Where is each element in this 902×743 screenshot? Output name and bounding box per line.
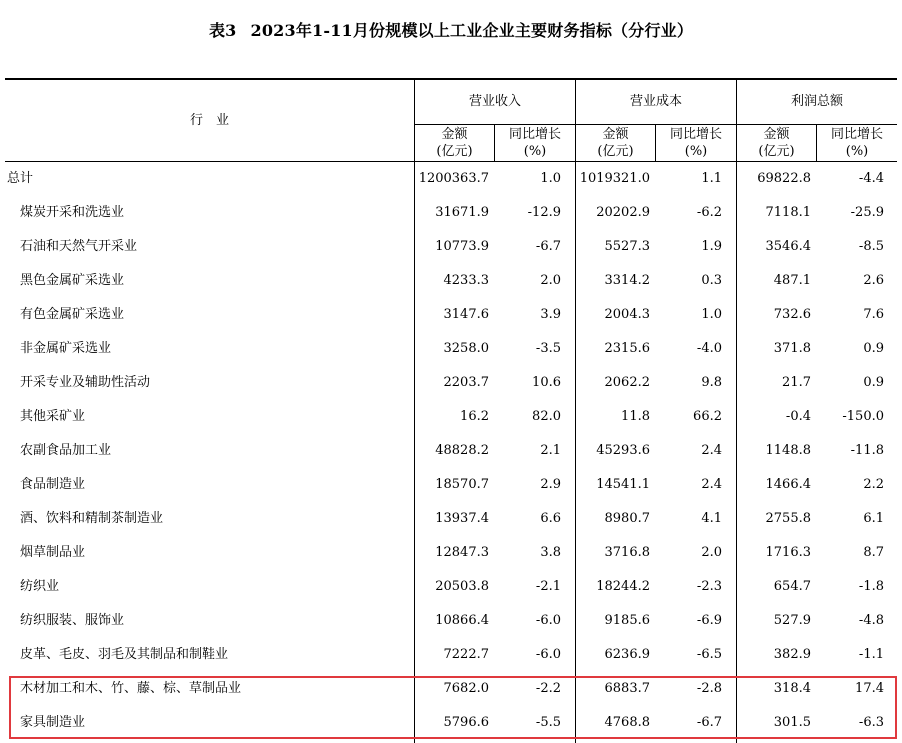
value-cell: 2004.3 [604, 307, 650, 322]
table-row [5, 502, 897, 536]
industry-name: 有色金属矿采选业 [20, 307, 125, 322]
cost-header: 营业成本 [629, 94, 682, 109]
table-row [5, 570, 897, 604]
value-cell: 14541.1 [596, 477, 650, 492]
value-cell: 13937.4 [435, 511, 489, 526]
industry-name: 非金属矿采选业 [20, 341, 112, 356]
value-cell: 1200363.7 [418, 171, 489, 186]
value-cell: 9185.6 [604, 613, 650, 628]
industry-name: 纺织服装、服饰业 [20, 613, 125, 628]
value-cell: -1.8 [858, 579, 884, 594]
table-row [5, 434, 897, 468]
value-cell: -150.0 [842, 409, 884, 424]
table-number: 表3 [208, 21, 237, 40]
value-cell: 0.9 [863, 341, 884, 356]
profit-header: 利润总额 [790, 94, 843, 109]
value-cell: -5.5 [535, 715, 561, 730]
value-cell: 20503.8 [435, 579, 489, 594]
industry-name: 石油和天然气开采业 [20, 239, 138, 254]
value-cell: -2.3 [696, 579, 722, 594]
value-cell: -11.8 [850, 443, 884, 458]
industry-name: 煤炭开采和洗选业 [20, 205, 125, 220]
table-row [5, 536, 897, 570]
value-cell: 20202.9 [596, 205, 650, 220]
value-cell: 732.6 [773, 307, 811, 322]
value-cell: 6236.9 [604, 647, 650, 662]
value-cell: 3.9 [540, 307, 561, 322]
industry-name: 家具制造业 [20, 715, 86, 730]
industry-name: 黑色金属矿采选业 [20, 273, 125, 288]
table-row [5, 298, 897, 332]
profit-amount-header: 金额 (亿元) [758, 127, 795, 159]
value-cell: 3546.4 [765, 239, 811, 254]
value-cell: 4768.8 [604, 715, 650, 730]
value-cell: 7118.1 [765, 205, 811, 220]
value-cell: -25.9 [850, 205, 884, 220]
value-cell: 10.6 [532, 375, 561, 390]
value-cell: 1.1 [701, 171, 722, 186]
value-cell: -6.2 [696, 205, 722, 220]
table-row [5, 332, 897, 366]
table-row [5, 196, 897, 230]
value-cell: 6.1 [863, 511, 884, 526]
value-cell: 4233.3 [443, 273, 489, 288]
value-cell: 66.2 [693, 409, 722, 424]
value-cell: 2.4 [701, 477, 722, 492]
value-cell: 31671.9 [435, 205, 489, 220]
value-cell: 3147.6 [443, 307, 489, 322]
industry-header: 行 业 [189, 113, 229, 128]
table-top-rule [5, 78, 897, 80]
value-cell: 8.7 [863, 545, 884, 560]
value-cell: 2755.8 [765, 511, 811, 526]
value-cell: 12847.3 [435, 545, 489, 560]
value-cell: 7222.7 [443, 647, 489, 662]
value-cell: 1716.3 [765, 545, 811, 560]
value-cell: 382.9 [773, 647, 811, 662]
value-cell: -12.9 [527, 205, 561, 220]
table-title-text: 2023年1-11月份规模以上工业企业主要财务指标（分行业） [250, 21, 694, 40]
industry-name: 木材加工和木、竹、藤、棕、草制品业 [20, 681, 242, 696]
industry-name: 纺织业 [20, 579, 60, 594]
value-cell: 0.9 [863, 375, 884, 390]
value-cell: 3.8 [540, 545, 561, 560]
value-cell: 16.2 [460, 409, 489, 424]
value-cell: 5527.3 [604, 239, 650, 254]
value-cell: 18244.2 [596, 579, 650, 594]
value-cell: 3716.8 [604, 545, 650, 560]
table-row [5, 230, 897, 264]
value-cell: 82.0 [532, 409, 561, 424]
value-cell: 2.2 [863, 477, 884, 492]
value-cell: 8980.7 [604, 511, 650, 526]
table-row [5, 162, 897, 196]
industry-name: 总计 [7, 171, 34, 186]
value-cell: 2062.2 [604, 375, 650, 390]
value-cell: 45293.6 [596, 443, 650, 458]
value-cell: -6.9 [696, 613, 722, 628]
cost-growth-header: 同比增长 (%) [669, 127, 722, 159]
table-row [5, 366, 897, 400]
value-cell: 48828.2 [435, 443, 489, 458]
table-row [5, 264, 897, 298]
value-cell: 2203.7 [443, 375, 489, 390]
value-cell: 527.9 [773, 613, 811, 628]
value-cell: -4.0 [696, 341, 722, 356]
industry-name: 食品制造业 [20, 477, 86, 492]
value-cell: -6.7 [696, 715, 722, 730]
industry-name: 开采专业及辅助性活动 [20, 375, 151, 390]
industry-name: 农副食品加工业 [20, 443, 112, 458]
value-cell: -6.5 [696, 647, 722, 662]
value-cell: 4.1 [701, 511, 722, 526]
value-cell: 6883.7 [604, 681, 650, 696]
value-cell: 2.0 [540, 273, 561, 288]
value-cell: 18570.7 [435, 477, 489, 492]
industry-name: 其他采矿业 [20, 409, 86, 424]
highlight-box [9, 676, 897, 739]
industry-name: 烟草制品业 [20, 545, 86, 560]
table-row [5, 638, 897, 672]
industry-name: 酒、饮料和精制茶制造业 [20, 511, 164, 526]
table-title [0, 18, 902, 41]
value-cell: 21.7 [782, 375, 811, 390]
value-cell: -6.3 [858, 715, 884, 730]
value-cell: -3.5 [535, 341, 561, 356]
revenue-header: 营业收入 [468, 94, 521, 109]
value-cell: 9.8 [701, 375, 722, 390]
value-cell: 69822.8 [757, 171, 811, 186]
value-cell: -2.2 [535, 681, 561, 696]
value-cell: 301.5 [773, 715, 811, 730]
value-cell: -6.7 [535, 239, 561, 254]
value-cell: 1466.4 [765, 477, 811, 492]
profit-growth-header: 同比增长 (%) [830, 127, 883, 159]
value-cell: -4.4 [858, 171, 884, 186]
value-cell: 10773.9 [435, 239, 489, 254]
table-row [5, 468, 897, 502]
value-cell: 11.8 [621, 409, 650, 424]
value-cell: 654.7 [773, 579, 811, 594]
table-row [5, 400, 897, 434]
value-cell: 7682.0 [443, 681, 489, 696]
table-row [5, 604, 897, 638]
value-cell: 5796.6 [443, 715, 489, 730]
industry-name: 皮革、毛皮、羽毛及其制品和制鞋业 [20, 647, 229, 662]
value-cell: 3258.0 [443, 341, 489, 356]
value-cell: 2.0 [701, 545, 722, 560]
value-cell: 1.0 [540, 171, 561, 186]
value-cell: -8.5 [858, 239, 884, 254]
value-cell: -0.4 [785, 409, 811, 424]
cost-amount-header: 金额 (亿元) [597, 127, 634, 159]
value-cell: 318.4 [773, 681, 811, 696]
value-cell: 0.3 [701, 273, 722, 288]
value-cell: 2315.6 [604, 341, 650, 356]
value-cell: -1.1 [858, 647, 884, 662]
value-cell: 2.9 [540, 477, 561, 492]
revenue-amount-header: 金额 (亿元) [436, 127, 473, 159]
value-cell: 17.4 [855, 681, 884, 696]
value-cell: 371.8 [773, 341, 811, 356]
value-cell: 1019321.0 [579, 171, 650, 186]
value-cell: 1.9 [701, 239, 722, 254]
value-cell: -4.8 [858, 613, 884, 628]
value-cell: -6.0 [535, 647, 561, 662]
revenue-growth-header: 同比增长 (%) [508, 127, 561, 159]
value-cell: 10866.4 [435, 613, 489, 628]
value-cell: 1.0 [701, 307, 722, 322]
value-cell: 1148.8 [765, 443, 811, 458]
value-cell: -2.8 [696, 681, 722, 696]
value-cell: 7.6 [863, 307, 884, 322]
value-cell: 2.1 [540, 443, 561, 458]
value-cell: 6.6 [540, 511, 561, 526]
value-cell: 2.4 [701, 443, 722, 458]
group-header-underline [414, 124, 897, 125]
value-cell: 2.6 [863, 273, 884, 288]
value-cell: 487.1 [773, 273, 811, 288]
value-cell: -2.1 [535, 579, 561, 594]
value-cell: 3314.2 [604, 273, 650, 288]
value-cell: -6.0 [535, 613, 561, 628]
